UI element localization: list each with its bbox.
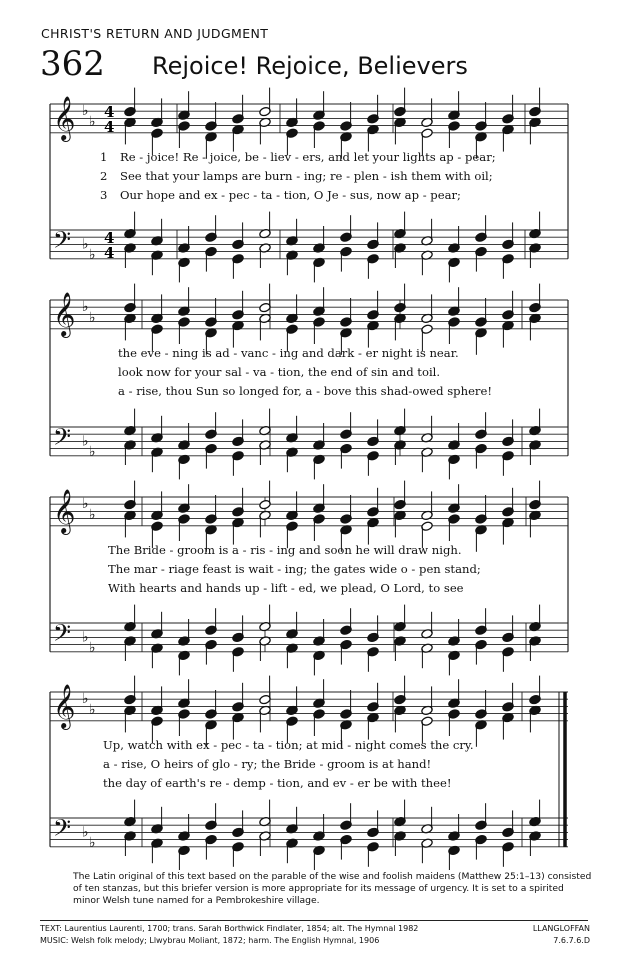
flat-icon: ♭	[89, 247, 96, 264]
bass-clef-icon: 𝄢	[53, 226, 72, 259]
divider	[40, 920, 588, 921]
verse-number: 3	[100, 188, 108, 202]
lyric-line: The Bride - groom is a - ris - ing and soon he will draw nigh.	[108, 543, 462, 557]
lyric-line: See that your lamps are burn - ing; re - plen - ish them with oil;	[120, 169, 493, 183]
lyric-line: a - rise, thou Sun so longed for, a - bove this shad-owed sphere!	[118, 384, 492, 398]
flat-icon: ♭	[89, 835, 96, 852]
treble-clef-icon: 𝄞	[53, 684, 76, 728]
bass-clef-icon: 𝄢	[53, 814, 72, 847]
lyric-line: look now for your sal - va - tion, the end of sin and toil.	[118, 365, 441, 379]
bass-clef-icon: 𝄢	[53, 619, 72, 652]
time-signature: 4	[104, 103, 115, 121]
flat-icon: ♭	[89, 444, 96, 461]
flat-icon: ♭	[89, 114, 96, 130]
lyric-line: With hearts and hands up - lift - ed, we plead, O Lord, to see	[108, 581, 464, 595]
hymn-number: 362	[40, 44, 105, 84]
flat-icon: ♭	[89, 310, 96, 326]
lyric-line: a - rise, O heirs of glo - ry; the Bride - groom is at hand!	[103, 757, 432, 771]
flat-icon: ♭	[82, 824, 89, 841]
time-signature: 4	[104, 229, 115, 247]
lyric-line: Re - joice! Re - joice, be - liev - ers, and let your lights ap - pear;	[120, 150, 496, 164]
verse-number: 2	[100, 169, 108, 183]
flat-icon: ♭	[82, 433, 89, 450]
lyric-line: Up, watch with ex - pec - ta - tion; at mid - night comes the cry.	[103, 738, 474, 752]
verse-number: 1	[100, 150, 108, 164]
flat-icon: ♭	[82, 299, 89, 316]
tune-name: LLANGLOFFAN	[532, 924, 590, 933]
time-signature: 4	[104, 118, 115, 136]
treble-clef-icon: 𝄞	[53, 96, 76, 140]
meter: 7.6.7.6.D	[553, 936, 590, 945]
flat-icon: ♭	[82, 236, 89, 253]
flat-icon: ♭	[82, 103, 89, 120]
flat-icon: ♭	[82, 629, 89, 646]
lyric-line: the day of earth's re - demp - tion, and ev - er be with thee!	[103, 776, 452, 790]
text-credit: TEXT: Laurentius Laurenti, 1700; trans. Sarah Borthwick Findlater, 1854; alt. The Hymnal 1982	[40, 924, 419, 933]
lyric-line: The mar - riage feast is wait - ing; the gates wide o - pen stand;	[108, 562, 481, 576]
section-heading: CHRIST'S RETURN AND JUDGMENT	[41, 26, 269, 41]
flat-icon: ♭	[82, 496, 89, 513]
bass-clef-icon: 𝄢	[53, 423, 72, 456]
hymn-title: Rejoice! Rejoice, Believers	[152, 52, 468, 80]
flat-icon: ♭	[89, 702, 96, 718]
lyric-line: the eve - ning is ad - vanc - ing and dark - er night is near.	[118, 346, 459, 360]
treble-clef-icon: 𝄞	[53, 489, 76, 533]
music-credit: MUSIC: Welsh folk melody; Llwybrau Moliant, 1872; harm. The English Hymnal, 1906	[40, 936, 380, 945]
flat-icon: ♭	[82, 691, 89, 708]
hymn-footnote: The Latin original of this text based on the parable of the wise and foolish maidens (Matthew 25:1–13) consisted of ten stanzas, but this briefer version is more appropriate for its message of urgency. It is set to a spirited minor Welsh tune named for a Pembrokeshire village.	[73, 871, 592, 906]
flat-icon: ♭	[89, 640, 96, 657]
time-signature: 4	[104, 244, 115, 262]
flat-icon: ♭	[89, 507, 96, 523]
lyric-line: Our hope and ex - pec - ta - tion, O Je - sus, now ap - pear;	[120, 188, 461, 202]
treble-clef-icon: 𝄞	[53, 292, 76, 336]
